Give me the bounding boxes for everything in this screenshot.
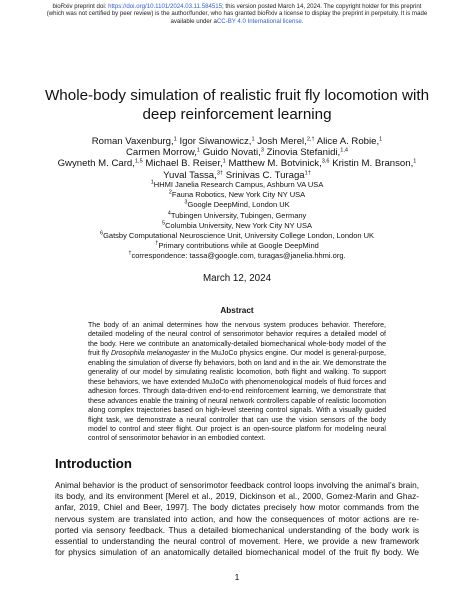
affiliation	[10, 221, 464, 231]
author-affiliation-mark: 2,†	[306, 136, 315, 143]
abstract-line: detailed modeling of the neural control of sensorimotor behavior requires a detailed model of	[88, 331, 386, 339]
doi-link[interactable]: https://doi.org/10.1101/2024.03.11.584515	[108, 3, 223, 10]
introduction-line: essential to understanding the neural control of movement. Here, we provide a new framework	[55, 536, 419, 547]
affiliation-mark: 5	[162, 220, 166, 227]
author-affiliation-mark: 1	[379, 136, 383, 143]
author-affiliation-mark: 1†	[304, 170, 311, 177]
license-link[interactable]: CC-BY 4.0 International license	[216, 17, 302, 25]
introduction-heading: Introduction	[55, 456, 132, 471]
author-name: Carmen Morrow,	[126, 147, 197, 159]
author-name: Alice A. Robie,	[314, 136, 380, 147]
affiliation	[10, 241, 464, 251]
introduction-line: its body, and its environment [Merel et al., 2019, Dickinson et al., 2000, Gomez-Marin and Ghaz-	[55, 491, 419, 502]
affiliation-text: Gatsby Computational Neuroscience Unit, University College London, London UK	[103, 231, 375, 241]
author-affiliation-mark: 1	[173, 136, 177, 143]
introduction-line: anfar, 2019, Chiel and Beer, 1997]. The body dictates precisely how motor commands from the	[55, 502, 419, 513]
author-affiliation-mark: 1	[413, 158, 417, 165]
abstract-line: fruit fly Drosophila melanogaster in the MuJoCo physics engine. Our model is general-purpose,	[88, 350, 386, 358]
species-name: Drosophila melanogaster	[111, 350, 190, 358]
author-name: Josh Merel,	[254, 136, 307, 147]
affiliation-text: correspondence: tassa@google.com, turagas@janelia.hhmi.org.	[131, 251, 346, 261]
author-name: Yuval Tassa,	[163, 169, 217, 181]
author-name: Zinovia Stefanidi,	[263, 147, 341, 159]
abstract-line: these behaviors, we have extended MuJoCo with phenomenological models of fluid forces and	[88, 378, 386, 386]
author-name: Guido Novati,	[200, 147, 261, 159]
affiliation-text: Google DeepMind, London UK	[187, 200, 290, 210]
affiliation-text: Columbia University, New York City NY USA	[165, 220, 312, 230]
abstract-line: flight task, we demonstrate a neural controller that can use the vision sensors of the body	[88, 416, 386, 424]
author-affiliation-mark: 3†	[216, 170, 224, 177]
author-affiliation-mark: 1	[222, 158, 226, 165]
author-name: Srinivas C. Turaga	[223, 169, 305, 181]
author-line	[10, 147, 464, 158]
author-name: Roman Vaxenburg,	[91, 136, 174, 147]
abstract-line: The body of an animal determines how the nervous system produces behavior. Therefore,	[88, 322, 386, 329]
notice-line-2: (which was not certified by peer review) is the author/funder, who has granted bioRxiv a license to display the preprint in perpetuity. It is made	[46, 10, 428, 18]
author-name: Gwyneth M. Card,	[57, 158, 135, 170]
affiliation-text: HHMI Janelia Research Campus, Ashburn VA USA	[153, 180, 324, 189]
introduction-line: nervous system are translated into action, and how the consequences of motor actions are re-	[55, 513, 419, 524]
affiliation-mark: †	[128, 250, 132, 257]
affiliation	[10, 251, 464, 261]
affiliation-mark: 1	[150, 179, 154, 186]
affiliation	[10, 231, 464, 241]
introduction-line: ported via sensory feedback. Thus a detailed biomechanical understanding of the body work is	[55, 524, 419, 535]
author-list	[10, 136, 464, 181]
author-affiliation-mark: 1	[251, 136, 255, 143]
preprint-notice	[30, 3, 444, 25]
notice-line-1: bioRxiv preprint doi: https://doi.org/10.1101/2024.03.11.584515; this version posted March 14, 2024. The copyright holder for this preprint	[52, 3, 422, 10]
author-line	[10, 158, 464, 169]
title-line-1: Whole-body simulation of realistic fruit fly locomotion with	[44, 87, 430, 104]
abstract-line: enabling the simulation of diverse fly behaviors, both on land and in the air. We demonstrate the	[88, 359, 387, 367]
affiliation-text: Fauna Robotics, New York City NY USA	[171, 190, 306, 200]
author-affiliation-mark: 1,4	[340, 147, 348, 154]
abstract-line: the body. Here we contribute an anatomically-detailed biomechanical whole-body model of the	[88, 340, 386, 348]
author-affiliation-mark: 1	[196, 147, 201, 154]
paper-title	[20, 86, 454, 124]
author-affiliation-mark: 3	[260, 147, 264, 154]
author-name: Kristin M. Branson,	[329, 158, 414, 170]
abstract-heading: Abstract	[220, 306, 254, 315]
abstract-line: along complex trajectories based on high-level steering control signals. With a visually guided	[88, 407, 386, 415]
affiliation	[10, 180, 464, 190]
author-name: Michael B. Reiser,	[142, 158, 223, 170]
abstract-body	[88, 321, 386, 444]
affiliation-mark: 3	[184, 199, 188, 206]
affiliation	[10, 211, 464, 221]
affiliation-text: Tubingen University, Tubingen, Germany	[170, 210, 307, 220]
author-affiliation-mark: 3,6	[321, 158, 330, 165]
author-name: Igor Siwanowicz,	[176, 136, 252, 147]
page-number: 1	[234, 572, 240, 582]
introduction-line: Animal behavior is the product of sensorimotor feedback control loops involving the animal’s brain,	[55, 480, 419, 490]
abstract-line: model to control and steer flight. Our project is an open-source platform for modeling neural	[88, 425, 386, 433]
introduction-line: for physics simulation of an anatomically detailed biomechanical model of the fruit fly body. We	[55, 547, 419, 558]
abstract-line: generality of our model by simulating realistic locomotion, both flight and walking. To support	[88, 369, 386, 377]
abstract-line: control of sensorimotor behavior in an embodied context.	[88, 435, 266, 443]
abstract-line: these advances enable the training of neural network controllers capable of realistic locomotion	[88, 397, 386, 405]
introduction-body	[55, 480, 419, 558]
affiliation-mark: †	[155, 240, 159, 247]
author-affiliation-mark: 1,5	[134, 158, 143, 165]
affiliation-mark: 4	[167, 210, 171, 217]
publication-date: March 12, 2024	[202, 273, 272, 284]
author-name: Matthew M. Botvinick,	[225, 158, 322, 170]
title-line-2: deep reinforcement learning	[142, 106, 332, 123]
affiliation	[10, 190, 464, 200]
notice-line-3: available under aCC-BY 4.0 International license.	[170, 17, 304, 25]
author-line	[10, 136, 464, 147]
abstract-line: adhesion forces. Through data-driven end-to-end reinforcement learning, we demonstrate that	[88, 388, 386, 396]
affiliation-mark: 6	[99, 230, 104, 237]
affiliation-mark: 2	[168, 189, 172, 196]
affiliation-text: Primary contributions while at Google DeepMind	[158, 241, 319, 251]
affiliation	[10, 200, 464, 210]
affiliation-list	[10, 180, 464, 262]
